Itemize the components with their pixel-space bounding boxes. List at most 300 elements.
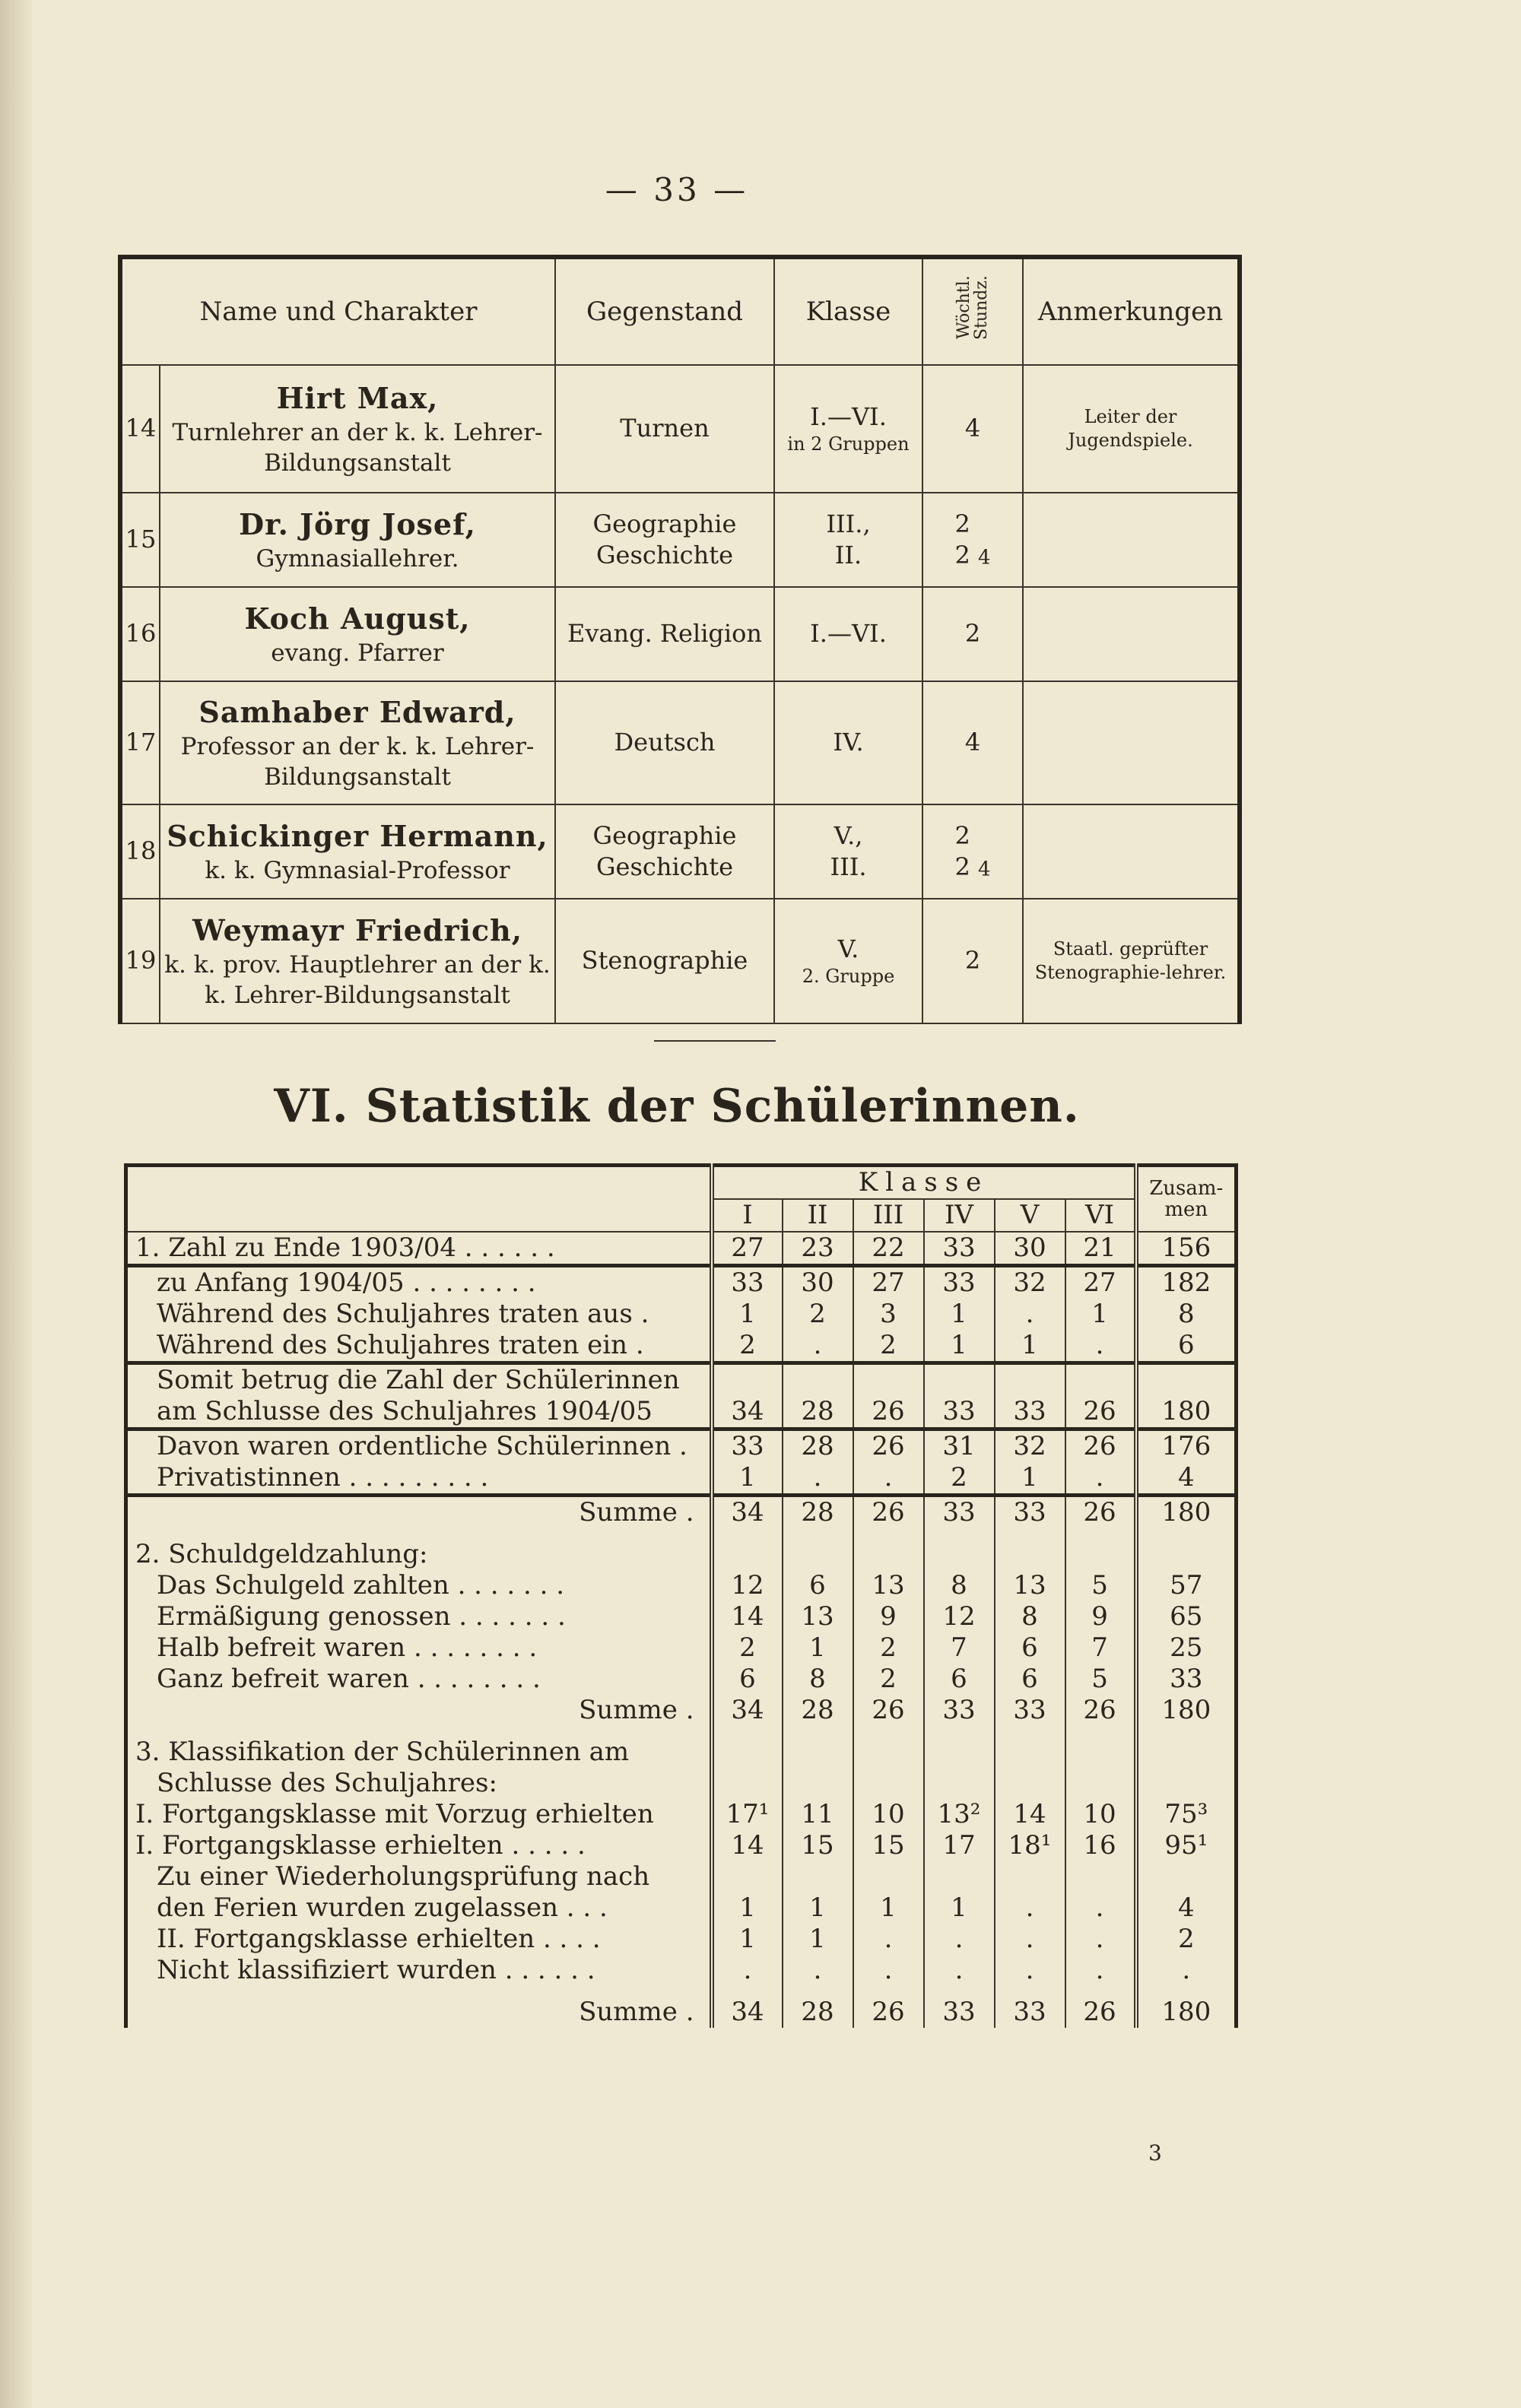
stats-cell: 2 — [712, 1632, 783, 1664]
stats-cell: . — [783, 1955, 853, 1986]
stats-header-row — [126, 1166, 1237, 1200]
stats-cell — [712, 1861, 783, 1892]
stats-cell — [712, 1768, 783, 1799]
person-cell — [160, 587, 555, 681]
class-cell — [774, 493, 922, 587]
stats-cell: 9 — [853, 1601, 924, 1632]
hours-cell: 4 — [922, 365, 1023, 493]
hours-total: 4 — [977, 858, 991, 881]
stats-row — [126, 1955, 1237, 1986]
row-number: 14 — [120, 365, 160, 493]
stats-row — [126, 1601, 1237, 1632]
stats-cell: 3 — [853, 1299, 924, 1330]
stats-cell: 6 — [783, 1570, 853, 1601]
class-value: I.—VI. — [810, 401, 887, 431]
stats-cell: . — [1065, 1955, 1136, 1986]
stats-total-cell: 156 — [1136, 1232, 1237, 1266]
class-note: 2. Gruppe — [802, 966, 895, 988]
stats-row-label: am Schlusse des Schuljahres 1904/05 — [157, 1396, 653, 1426]
stats-cell: 2 — [853, 1664, 924, 1695]
stats-row-label: Summe . — [579, 1695, 694, 1725]
stats-cell: . — [783, 1330, 853, 1363]
person-name: Koch August, — [244, 601, 471, 636]
stats-cell: 1 — [924, 1299, 995, 1330]
stats-cell: 8 — [783, 1664, 853, 1695]
stats-cell — [783, 1363, 853, 1397]
person-cell — [160, 681, 555, 804]
stats-cell: 26 — [853, 1496, 924, 1529]
stats-cell — [924, 1726, 995, 1768]
stats-row — [126, 1924, 1237, 1955]
statistics-table — [124, 1163, 1238, 2028]
class-header: VI — [1065, 1199, 1136, 1232]
stats-total-cell: 6 — [1136, 1330, 1237, 1363]
stats-cell — [853, 1768, 924, 1799]
person-name: Dr. Jörg Josef, — [239, 507, 476, 542]
zusammen-header: Zusam-men — [1136, 1166, 1237, 1233]
stats-total-cell: 4 — [1136, 1462, 1237, 1496]
remarks-cell — [1023, 681, 1240, 804]
section-title: VI. Statistik der Schülerinnen. — [274, 1080, 1080, 1133]
stats-row — [126, 1429, 1237, 1463]
stats-cell: 28 — [783, 1429, 853, 1463]
stats-row-label: Während des Schuljahres traten ein . — [157, 1330, 644, 1360]
stats-cell: 23 — [783, 1232, 853, 1266]
staff-row — [120, 587, 1240, 681]
hours-cell: 4 — [922, 681, 1023, 804]
stats-cell: 7 — [924, 1632, 995, 1664]
stats-cell: 21 — [1065, 1232, 1136, 1266]
stats-row-label: Davon waren ordentliche Schülerinnen . — [126, 1429, 712, 1463]
stats-cell: 1 — [783, 1892, 853, 1924]
stats-cell: 1 — [853, 1892, 924, 1924]
remarks-cell — [1023, 587, 1240, 681]
stats-cell: 6 — [995, 1664, 1065, 1695]
stats-row-label: Ermäßigung genossen . . . . . . . — [157, 1601, 566, 1632]
stats-row-label: 1. Zahl zu Ende 1903/04 . . . . . . — [126, 1232, 712, 1266]
stats-cell: 33 — [712, 1429, 783, 1463]
stats-cell: 33 — [995, 1695, 1065, 1726]
stats-total-cell: 25 — [1136, 1632, 1237, 1664]
stats-total-cell: 65 — [1136, 1601, 1237, 1632]
stats-cell: 13 — [995, 1570, 1065, 1601]
stats-row-label: Summe . — [126, 1496, 712, 1529]
stats-cell: 5 — [1065, 1664, 1136, 1695]
stats-cell: 28 — [783, 1396, 853, 1429]
stats-row — [126, 1232, 1237, 1266]
stats-cell: 33 — [924, 1396, 995, 1429]
stats-total-cell — [1136, 1726, 1237, 1768]
header-hours — [922, 257, 1023, 365]
stats-total-cell: 182 — [1136, 1266, 1237, 1299]
stats-cell — [853, 1726, 924, 1768]
stats-cell: . — [924, 1924, 995, 1955]
stats-cell: 9 — [1065, 1601, 1136, 1632]
stats-cell: 13 — [783, 1601, 853, 1632]
class-note: in 2 Gruppen — [787, 433, 910, 455]
header-remarks: Anmerkungen — [1023, 257, 1240, 365]
stats-cell — [712, 1726, 783, 1768]
stats-cell: 1 — [712, 1462, 783, 1496]
stats-total-cell: 57 — [1136, 1570, 1237, 1601]
stats-total-cell — [1136, 1363, 1237, 1397]
stats-row — [126, 1861, 1237, 1892]
class-header: V — [995, 1199, 1065, 1232]
stats-cell: 1 — [783, 1924, 853, 1955]
stats-cell: 26 — [853, 1986, 924, 2028]
stats-row — [126, 1528, 1237, 1570]
stats-body — [126, 1232, 1237, 2028]
stats-cell: 34 — [712, 1396, 783, 1429]
subject-cell — [555, 804, 774, 899]
hours-total: 4 — [977, 546, 991, 569]
class-header: II — [783, 1199, 853, 1232]
class-header: I — [712, 1199, 783, 1232]
stats-cell: . — [1065, 1892, 1136, 1924]
hours-value: 2 — [954, 509, 970, 538]
person-name: Schickinger Hermann, — [167, 819, 548, 854]
stats-total-cell: 180 — [1136, 1496, 1237, 1529]
stats-total-cell — [1136, 1861, 1237, 1892]
stats-row — [126, 1330, 1237, 1363]
stats-cell — [995, 1768, 1065, 1799]
stats-cell: 28 — [783, 1496, 853, 1529]
stats-cell — [1065, 1768, 1136, 1799]
staff-row — [120, 681, 1240, 804]
stats-cell: 26 — [853, 1695, 924, 1726]
remarks-cell: Leiter der Jugendspiele. — [1023, 365, 1240, 493]
stats-row — [126, 1462, 1237, 1496]
stats-cell: 26 — [1065, 1695, 1136, 1726]
stats-row — [126, 1496, 1237, 1529]
stats-cell: . — [783, 1462, 853, 1496]
stats-cell: 15 — [783, 1830, 853, 1861]
stats-cell: 17¹ — [712, 1799, 783, 1830]
stats-total-cell: 180 — [1136, 1396, 1237, 1429]
stats-row-label: Schlusse des Schuljahres: — [157, 1768, 497, 1798]
stats-cell: 34 — [712, 1496, 783, 1529]
stats-row-label: zu Anfang 1904/05 . . . . . . . . — [126, 1266, 712, 1299]
remarks-cell: Staatl. geprüfter Stenographie-lehrer. — [1023, 899, 1240, 1023]
stats-row — [126, 1632, 1237, 1664]
stats-cell — [783, 1726, 853, 1768]
stats-cell: 5 — [1065, 1570, 1136, 1601]
stats-row-label: I. Fortgangsklasse erhielten . . . . . — [135, 1830, 586, 1861]
stats-row-label: II. Fortgangsklasse erhielten . . . . — [157, 1924, 601, 1954]
stats-total-cell: 176 — [1136, 1429, 1237, 1463]
stats-cell: 16 — [1065, 1830, 1136, 1861]
stats-cell: 32 — [995, 1429, 1065, 1463]
stats-cell: 2 — [853, 1632, 924, 1664]
stats-cell: 26 — [853, 1429, 924, 1463]
row-number: 16 — [120, 587, 160, 681]
person-title: k. k. prov. Hauptlehrer an der k. k. Lehrer-Bildungsanstalt — [164, 950, 551, 1009]
stats-total-cell: 33 — [1136, 1664, 1237, 1695]
stats-row-label: Summe . — [579, 1997, 694, 2027]
stats-row — [126, 1266, 1237, 1299]
stats-cell: 14 — [995, 1799, 1065, 1830]
stats-cell: 1 — [924, 1330, 995, 1363]
person-title: k. k. Gymnasial-Professor — [205, 856, 510, 884]
stats-cell: 12 — [924, 1601, 995, 1632]
stats-row-label: Während des Schuljahres traten aus . — [157, 1299, 649, 1329]
stats-cell: 2 — [924, 1462, 995, 1496]
subject-value-2: Geschichte — [595, 541, 733, 570]
stats-cell: 1 — [1065, 1299, 1136, 1330]
stats-cell: 6 — [924, 1664, 995, 1695]
class-header: III — [853, 1199, 924, 1232]
stats-cell: 13 — [853, 1570, 924, 1601]
stats-cell: 10 — [1065, 1799, 1136, 1830]
staff-row — [120, 493, 1240, 587]
stats-total-cell — [1136, 1768, 1237, 1799]
stats-row-label: Nicht klassifiziert wurden . . . . . . — [157, 1955, 595, 1985]
stats-row — [126, 1396, 1237, 1429]
stats-cell: 14 — [712, 1601, 783, 1632]
stats-cell: 1 — [712, 1892, 783, 1924]
stats-cell: 28 — [783, 1986, 853, 2028]
stats-cell: 18¹ — [995, 1830, 1065, 1861]
stats-cell — [1065, 1363, 1136, 1397]
subject-cell: Turnen — [555, 365, 774, 493]
stats-cell: 2 — [783, 1299, 853, 1330]
subject-cell: Stenographie — [555, 899, 774, 1023]
stats-row — [126, 1768, 1237, 1799]
stats-cell: . — [853, 1955, 924, 1986]
stats-cell: 1 — [712, 1299, 783, 1330]
subject-cell — [555, 493, 774, 587]
stats-cell: 8 — [924, 1570, 995, 1601]
stats-row-label: den Ferien wurden zugelassen . . . — [157, 1892, 608, 1923]
staff-row — [120, 804, 1240, 899]
stats-row-label: Somit betrug die Zahl der Schülerinnen — [126, 1363, 712, 1397]
page-binding-shadow — [0, 0, 32, 2408]
stats-row-label: 3. Klassifikation der Schülerinnen am — [135, 1737, 630, 1767]
stats-cell: 11 — [783, 1799, 853, 1830]
stats-row-label: Zu einer Wiederholungsprüfung nach — [157, 1861, 650, 1892]
stats-row — [126, 1986, 1237, 2028]
stats-total-cell: 180 — [1136, 1986, 1237, 2028]
stats-cell: 31 — [924, 1429, 995, 1463]
stats-cell: 8 — [995, 1601, 1065, 1632]
stats-cell: 1 — [995, 1462, 1065, 1496]
stats-cell: 33 — [924, 1266, 995, 1299]
stats-cell: 30 — [995, 1232, 1065, 1266]
row-number: 19 — [120, 899, 160, 1023]
remarks-cell — [1023, 804, 1240, 899]
stats-row — [126, 1299, 1237, 1330]
stats-cell — [1065, 1726, 1136, 1768]
stats-cell: 33 — [924, 1695, 995, 1726]
stats-cell: . — [995, 1955, 1065, 1986]
stats-cell — [995, 1363, 1065, 1397]
stats-total-cell: 8 — [1136, 1299, 1237, 1330]
stats-cell: 26 — [1065, 1429, 1136, 1463]
subject-value-2: Geschichte — [595, 852, 733, 882]
stats-cell: . — [995, 1299, 1065, 1330]
stats-cell: 33 — [712, 1266, 783, 1299]
stats-cell: . — [853, 1924, 924, 1955]
klasse-header: Klasse — [712, 1166, 1136, 1200]
stats-cell: 33 — [995, 1496, 1065, 1529]
subject-cell: Deutsch — [555, 681, 774, 804]
stats-cell — [783, 1861, 853, 1892]
person-name: Weymayr Friedrich, — [192, 913, 522, 948]
class-cell: IV. — [774, 681, 922, 804]
subject-cell: Evang. Religion — [555, 587, 774, 681]
class-value: V. — [837, 934, 859, 963]
stats-cell: 10 — [853, 1799, 924, 1830]
stats-cell: 26 — [1065, 1986, 1136, 2028]
remarks-cell — [1023, 493, 1240, 587]
header-hours-label: Wöchtl. Stundz. — [954, 275, 991, 340]
hours-value-2: 2 — [954, 541, 970, 570]
class-cell — [774, 899, 922, 1023]
stats-cell: 1 — [783, 1632, 853, 1664]
stats-cell — [783, 1528, 853, 1570]
stats-cell: 33 — [924, 1232, 995, 1266]
stats-row — [126, 1830, 1237, 1861]
stats-cell: 33 — [995, 1986, 1065, 2028]
stats-row-label: Das Schulgeld zahlten . . . . . . . — [157, 1570, 565, 1601]
stats-cell — [1065, 1528, 1136, 1570]
stats-cell — [712, 1528, 783, 1570]
stats-cell — [712, 1363, 783, 1397]
stats-cell — [1065, 1861, 1136, 1892]
class-header: IV — [924, 1199, 995, 1232]
class-value: III., — [826, 509, 871, 538]
stats-cell: 2 — [853, 1330, 924, 1363]
stats-cell: . — [924, 1955, 995, 1986]
stats-cell: . — [1065, 1462, 1136, 1496]
row-number: 18 — [120, 804, 160, 899]
person-title: Gymnasiallehrer. — [256, 544, 459, 573]
stats-row — [126, 1570, 1237, 1601]
stats-total-cell: 95¹ — [1136, 1830, 1237, 1861]
stats-row-label: 2. Schuldgeldzahlung: — [135, 1539, 428, 1569]
subject-value: Geographie — [592, 820, 737, 850]
staff-table — [118, 255, 1242, 1024]
stats-cell — [783, 1768, 853, 1799]
staff-row — [120, 365, 1240, 493]
stats-cell — [853, 1363, 924, 1397]
stats-row — [126, 1799, 1237, 1830]
hours-brace — [954, 820, 970, 884]
stats-cell — [924, 1363, 995, 1397]
stats-cell: 2 — [712, 1330, 783, 1363]
stats-cell: 33 — [924, 1986, 995, 2028]
stats-row — [126, 1664, 1237, 1695]
stats-cell: 12 — [712, 1570, 783, 1601]
hours-value: 2 — [954, 820, 970, 850]
stats-total-cell: 4 — [1136, 1892, 1237, 1924]
row-number: 17 — [120, 681, 160, 804]
person-name: Hirt Max, — [276, 381, 439, 416]
person-cell — [160, 899, 555, 1023]
stats-cell: . — [995, 1892, 1065, 1924]
hours-cell: 2 — [922, 587, 1023, 681]
class-cell: I.—VI. — [774, 587, 922, 681]
person-cell — [160, 493, 555, 587]
hours-value-2: 2 — [954, 852, 970, 882]
stats-cell: 13² — [924, 1799, 995, 1830]
stats-row-label: Halb befreit waren . . . . . . . . — [157, 1632, 538, 1663]
stats-cell: . — [1065, 1330, 1136, 1363]
class-value-2: II. — [834, 541, 862, 570]
stats-row-label: Ganz befreit waren . . . . . . . . — [157, 1664, 541, 1694]
class-value: V., — [834, 820, 863, 850]
stats-cell: . — [853, 1462, 924, 1496]
subject-value: Geographie — [592, 509, 737, 538]
stats-total-cell: . — [1136, 1955, 1237, 1986]
stats-cell: 15 — [853, 1830, 924, 1861]
stats-cell: 28 — [783, 1695, 853, 1726]
person-cell — [160, 804, 555, 899]
stats-cell: 1 — [712, 1924, 783, 1955]
stats-cell: 6 — [712, 1664, 783, 1695]
staff-row — [120, 899, 1240, 1023]
stats-cell — [853, 1528, 924, 1570]
stats-cell: 7 — [1065, 1632, 1136, 1664]
stats-cell: 22 — [853, 1232, 924, 1266]
stats-cell: 26 — [1065, 1396, 1136, 1429]
person-cell — [160, 365, 555, 493]
section-divider — [654, 1040, 776, 1042]
hours-cell — [922, 804, 1023, 899]
stats-cell: 26 — [853, 1396, 924, 1429]
stats-row-label: Privatistinnen . . . . . . . . . — [157, 1462, 489, 1493]
stats-cell: 26 — [1065, 1496, 1136, 1529]
stats-total-cell: 2 — [1136, 1924, 1237, 1955]
header-name: Name und Charakter — [120, 257, 555, 365]
stats-cell: 6 — [995, 1632, 1065, 1664]
stats-row — [126, 1695, 1237, 1726]
stats-cell: 34 — [712, 1986, 783, 2028]
stats-cell: 17 — [924, 1830, 995, 1861]
stats-cell: . — [995, 1924, 1065, 1955]
class-cell — [774, 804, 922, 899]
stats-cell — [853, 1861, 924, 1892]
stats-cell — [924, 1768, 995, 1799]
person-title: Professor an der k. k. Lehrer-Bildungsanstalt — [180, 732, 535, 791]
stats-cell: . — [1065, 1924, 1136, 1955]
class-cell — [774, 365, 922, 493]
stats-cell: 30 — [783, 1266, 853, 1299]
hours-brace — [954, 509, 970, 572]
stats-row — [126, 1726, 1237, 1768]
header-class: Klasse — [774, 257, 922, 365]
person-name: Samhaber Edward, — [198, 695, 516, 730]
hours-cell — [922, 493, 1023, 587]
stats-header-blank — [126, 1166, 712, 1233]
stats-cell: . — [712, 1955, 783, 1986]
stats-cell: 33 — [924, 1496, 995, 1529]
stats-cell: 27 — [712, 1232, 783, 1266]
stats-cell: 32 — [995, 1266, 1065, 1299]
stats-cell — [995, 1726, 1065, 1768]
row-number: 15 — [120, 493, 160, 587]
person-title: evang. Pfarrer — [271, 639, 444, 667]
stats-cell — [995, 1861, 1065, 1892]
stats-cell: 27 — [1065, 1266, 1136, 1299]
stats-cell: 33 — [995, 1396, 1065, 1429]
staff-header-row — [120, 257, 1240, 365]
stats-cell: 34 — [712, 1695, 783, 1726]
hours-cell: 2 — [922, 899, 1023, 1023]
stats-cell — [924, 1861, 995, 1892]
stats-row-label: I. Fortgangsklasse mit Vorzug erhielten — [135, 1799, 654, 1829]
stats-row — [126, 1892, 1237, 1924]
